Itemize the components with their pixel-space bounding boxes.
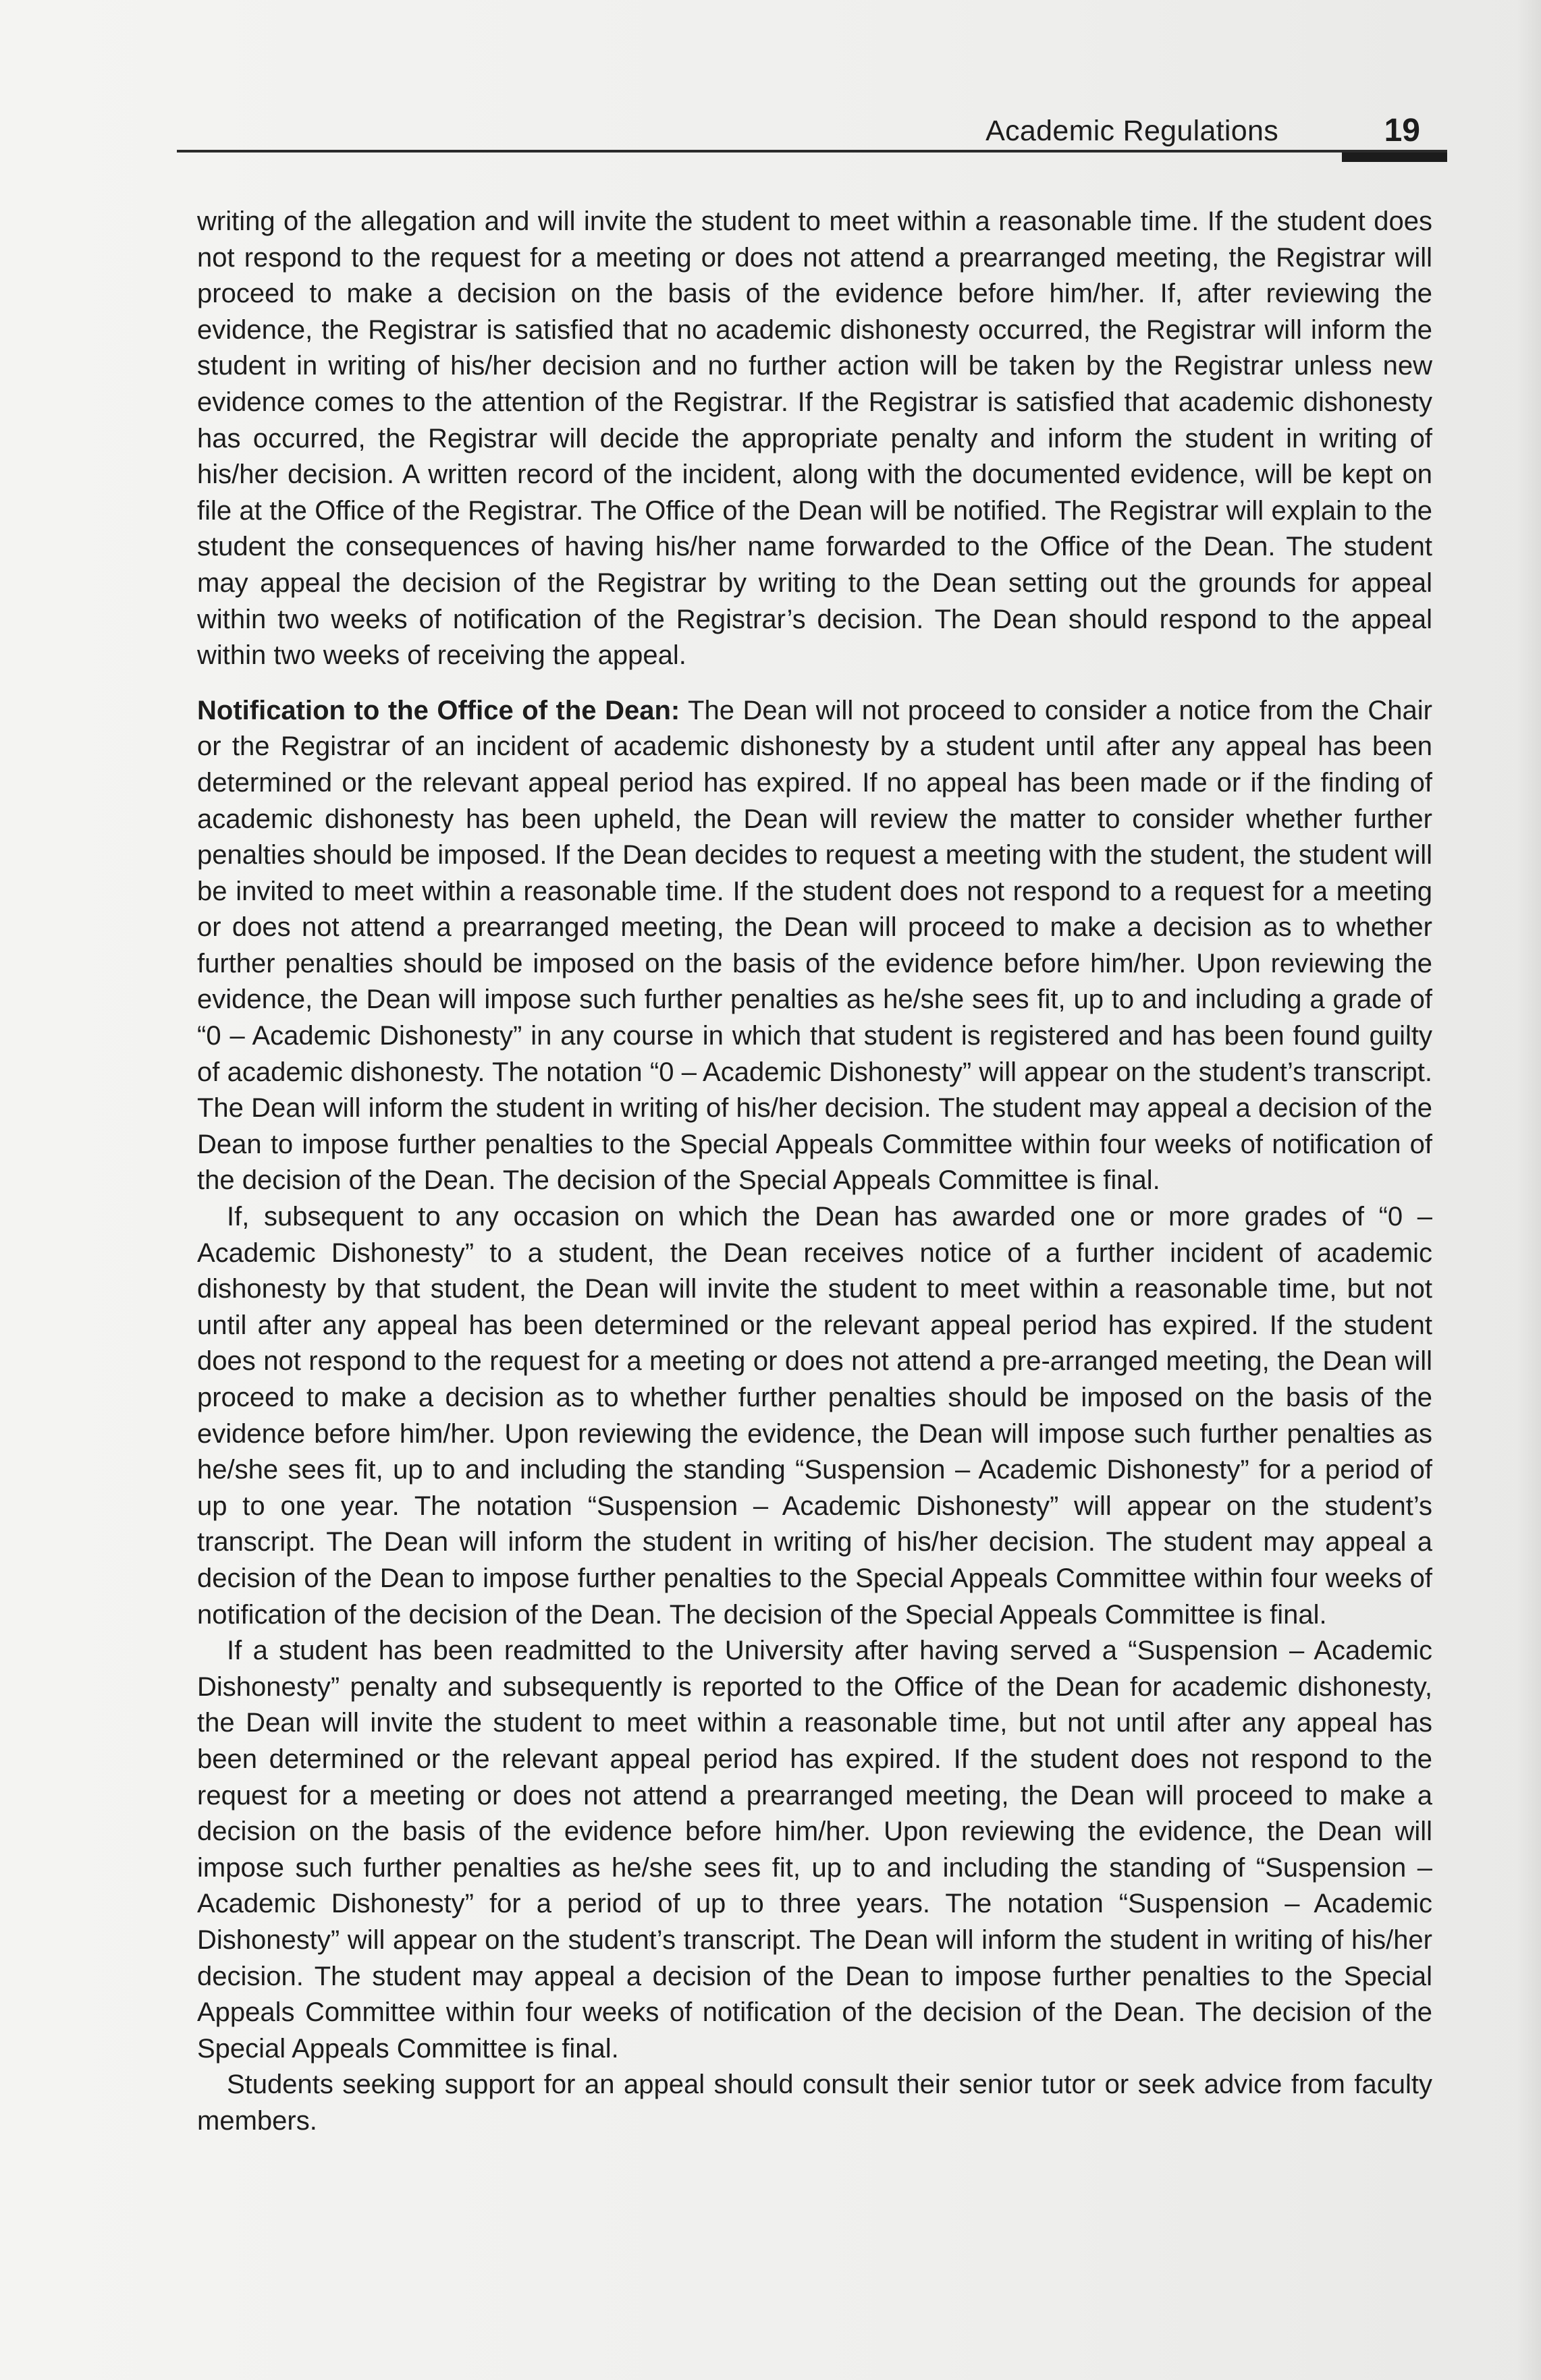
page-header [177, 108, 1447, 169]
section-lead-heading: Notification to the Office of the Dean: [197, 695, 680, 725]
paragraph-registrar-decision [197, 204, 1432, 674]
paragraph-readmitted-student [197, 1633, 1432, 2067]
paragraph-text: writing of the allegation and will invite the student to meet within a reasonable time. If the student does not respond to the request for a meeting or does not attend a prearranged meeting, the Registrar will proceed to make a decision on the basis of the evidence before him/her. If, after reviewing the evidence, the Registrar is satisfied that no academic dishonesty occurred, the Registrar will inform the student in writing of his/her decision and no further action will be taken by the Registrar unless new evidence comes to the attention of the Registrar. If the Registrar is satisfied that academic dishonesty has occurred, the Registrar will decide the appropriate penalty and inform the student in writing of his/her decision. A written record of the incident, along with the documented evidence, will be kept on file at the Office of the Registrar. The Office of the Dean will be notified. The Registrar will explain to the student the consequences of having his/her name forwarded to the Office of the Dean. The student may appeal the decision of the Registrar by writing to the Dean setting out the grounds for appeal within two weeks of notification of the Registrar’s decision. The Dean should respond to the appeal within two weeks of receiving the appeal. [197, 206, 1432, 671]
paragraph-text: If a student has been readmitted to the University after having served a “Suspension – Academic Dishonesty” penalty and subsequently is reported to the Office of the Dean for academic dishonesty, the Dean will invite the student to meet within a reasonable time, but not until after any appeal has been determined or the relevant appeal period has expired. If the student does not respond to the request for a meeting or does not attend a prearranged meeting, the Dean will proceed to make a decision on the basis of the evidence before him/her. Upon reviewing the evidence, the Dean will impose such further penalties as he/she sees fit, up to and including the standing of “Suspension – Academic Dishonesty” for a period of up to three years. The notation “Suspension – Academic Dishonesty” will appear on the student’s transcript. The Dean will inform the student in writing of his/her decision. The student may appeal a decision of the Dean to impose further penalties to the Special Appeals Committee within four weeks of notification of the decision of the Dean. The decision of the Special Appeals Committee is final. [197, 1636, 1432, 2064]
header-rule [177, 150, 1447, 153]
page-edge-shadow [1517, 0, 1541, 2380]
paragraph-subsequent-incident [197, 1199, 1432, 1633]
running-head-title: Academic Regulations [985, 115, 1278, 147]
paragraph-text: If, subsequent to any occasion on which the Dean has awarded one or more grades of “0 – Academic Dishonesty” to a student, the Dean receives notice of a further incident of academic dishonesty by that student, the Dean will invite the student to meet within a reasonable time, but not until after any appeal has been determined or the relevant appeal period has expired. If the student does not respond to the request for a meeting or does not attend a pre-arranged meeting, the Dean will proceed to make a decision as to whether further penalties should be imposed on the basis of the evidence before him/her. Upon reviewing the evidence, the Dean will impose such further penalties as he/she sees fit, up to and including the standing “Suspension – Academic Dishonesty” for a period of up to one year. The notation “Suspension – Academic Dishonesty” will appear on the student’s transcript. The Dean will inform the student in writing of his/her decision. The student may appeal a decision of the Dean to impose further penalties to the Special Appeals Committee within four weeks of notification of the decision of the Dean. The decision of the Special Appeals Committee is final. [197, 1202, 1432, 1630]
paragraph-notification-dean [197, 693, 1432, 1199]
header-rule-tab [1342, 153, 1447, 162]
page-number: 19 [1384, 113, 1420, 148]
paragraph-text: The Dean will not proceed to consider a notice from the Chair or the Registrar of an incident of academic dishonesty by a student until after any appeal has been determined or the relevant appeal period has expired. If no appeal has been made or if the finding of academic dishonesty has been upheld, the Dean will review the matter to consider whether further penalties should be imposed. If the Dean decides to request a meeting with the student, the student will be invited to meet within a reasonable time. If the student does not respond to a request for a meeting or does not attend a prearranged meeting, the Dean will proceed to make a decision as to whether further penalties should be imposed on the basis of the evidence before him/her. Upon reviewing the evidence, the Dean will impose such further penalties as he/she sees fit, up to and including a grade of “0 – Academic Dishonesty” in any course in which that student is registered and has been found guilty of academic dishonesty. The notation “0 – Academic Dishonesty” will appear on the student’s transcript. The Dean will inform the student in writing of his/her decision. The student may appeal a decision of the Dean to impose further penalties to the Special Appeals Committee within four weeks of notification of the decision of the Dean. The decision of the Special Appeals Committee is final. [197, 695, 1432, 1196]
paragraph-text: Students seeking support for an appeal should consult their senior tutor or seek advice from faculty members. [197, 2070, 1432, 2136]
paragraph-support-appeal [197, 2067, 1432, 2139]
body-text [197, 204, 1432, 2139]
